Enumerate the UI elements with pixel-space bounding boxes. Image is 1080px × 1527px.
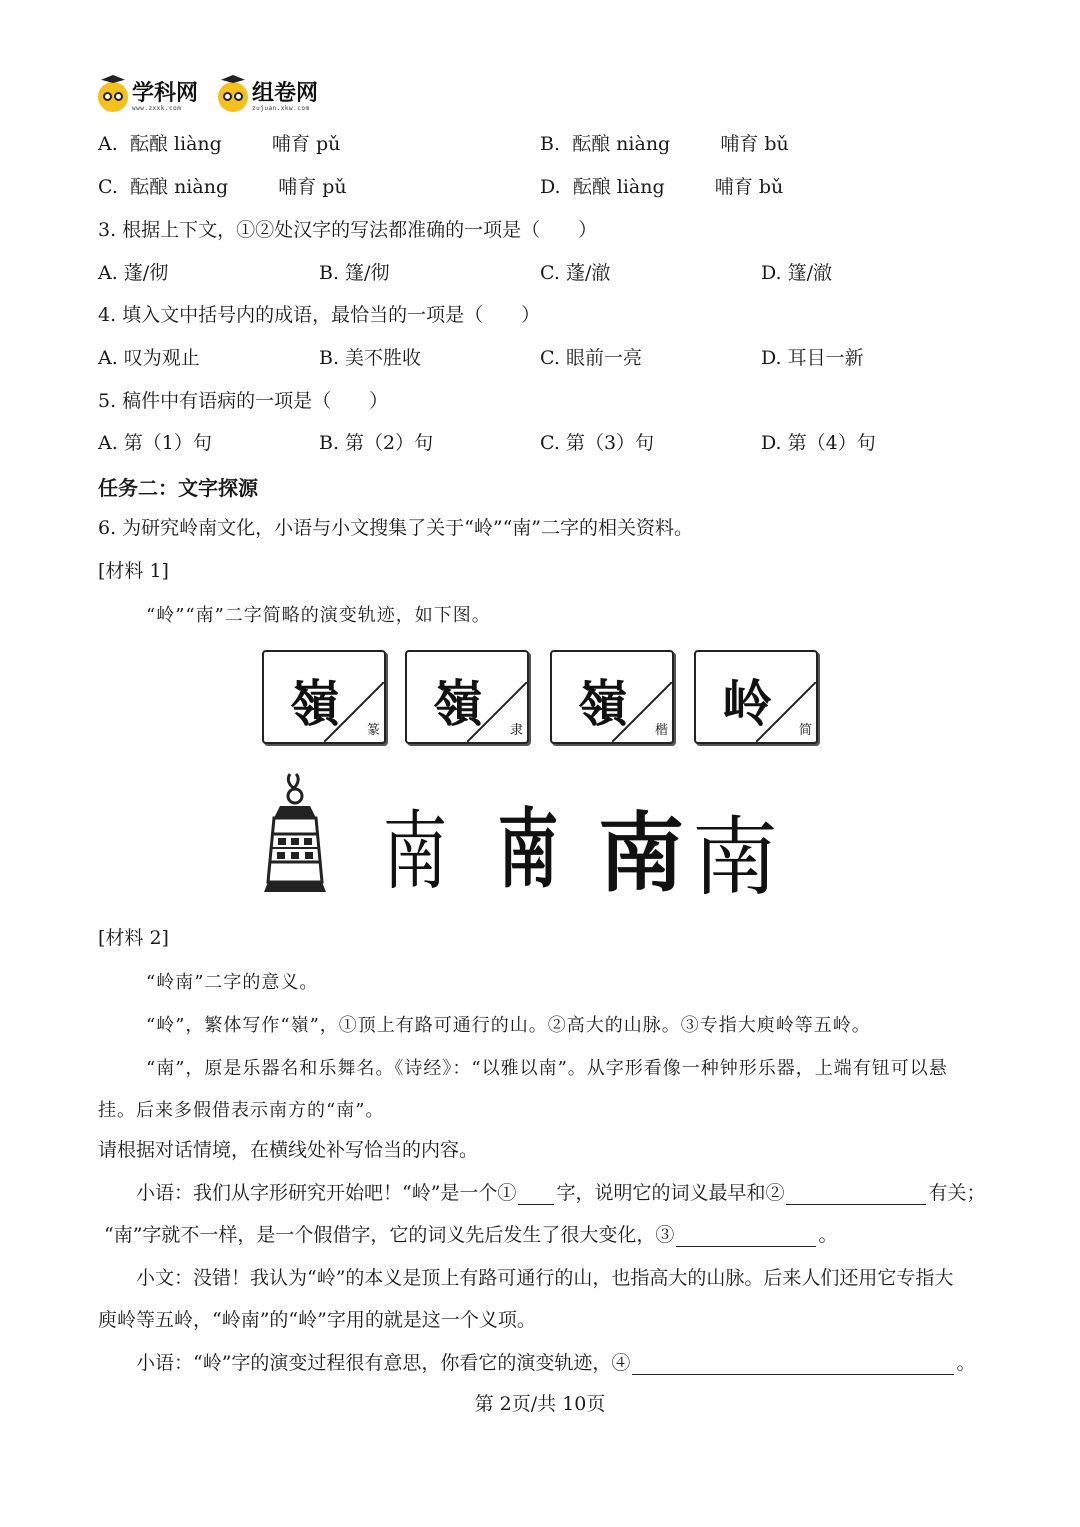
q6-stem: 6. 为研究岭南文化，小语与小文搜集了关于“岭”“南”二字的相关资料。	[98, 517, 694, 539]
material2-ling-meaning: “岭”，繁体写作“嶺”，①顶上有路可通行的山。②高大的山脉。③专指大庾岭等五岭。	[146, 1015, 871, 1036]
material2-label: [材料 2]	[98, 927, 169, 949]
script-style-label: 篆	[366, 723, 380, 738]
answer-blank-2[interactable]	[786, 1184, 926, 1205]
q3-option-b: B. 篷/彻	[319, 262, 390, 284]
answer-blank-4[interactable]	[632, 1354, 954, 1375]
ling-glyph: 嶺	[433, 675, 483, 733]
answer-blank-3[interactable]	[676, 1226, 816, 1247]
script-style-label: 隶	[509, 723, 523, 738]
q3-option-a: A. 蓬/彻	[98, 262, 169, 284]
q2-option-b: B. 酝酿 niàng 哺育 bǔ	[540, 133, 789, 155]
logo-zujuan-name: 组卷网	[252, 80, 319, 106]
q5-stem: 5. 稿件中有语病的一项是（ ）	[98, 390, 389, 412]
q5-option-c: C. 第（3）句	[540, 432, 655, 454]
nan-glyph-4: 南	[692, 808, 778, 908]
q4-option-d: D. 耳目一新	[761, 347, 864, 369]
script-style-label: 简	[798, 723, 812, 738]
owl-logo-icon	[218, 82, 248, 112]
q5-option-d: D. 第（4）句	[761, 432, 876, 454]
q4-option-a: A. 叹为观止	[98, 347, 200, 369]
dialogue-line-3b: 庾岭等五岭，“岭南”的“岭”字用的就是这一个义项。	[98, 1309, 536, 1331]
script-style-label: 楷	[654, 723, 668, 738]
logo-zxxk-name: 学科网	[132, 80, 199, 106]
section-heading-task2: 任务二：文字探源	[98, 476, 258, 500]
q3-stem: 3. 根据上下文，①②处汉字的写法都准确的一项是（ ）	[98, 219, 598, 241]
q4-stem: 4. 填入文中括号内的成语，最恰当的一项是（ ）	[98, 304, 541, 326]
answer-blank-1[interactable]	[518, 1184, 554, 1205]
q5-option-b: B. 第（2）句	[319, 432, 434, 454]
page-footer: 第 2页/共 10页	[474, 1393, 606, 1415]
material2-nan-meaning-2: 挂。后来多假借表示南方的“南”。	[98, 1100, 385, 1121]
ling-glyph: 岭	[722, 675, 772, 733]
ling-seal-box	[262, 650, 386, 744]
logo-zujuan	[218, 82, 318, 112]
ling-clerical-box	[405, 650, 529, 744]
ling-glyph: 嶺	[578, 675, 628, 733]
material1-label: [材料 1]	[98, 560, 169, 582]
q3-option-d: D. 篷/澈	[761, 262, 833, 284]
q4-option-b: B. 美不胜收	[319, 347, 422, 369]
logo-zujuan-url: zujuan.xkw.com	[252, 104, 310, 112]
nan-glyph-3: 南	[598, 804, 684, 904]
dialogue-line-4: 小语：“岭”字的演变过程很有意思，你看它的演变轨迹，④ 。	[136, 1352, 976, 1374]
q3-option-c: C. 蓬/澈	[540, 262, 611, 284]
material2-nan-meaning-1: “南”，原是乐器名和乐舞名。《诗经》：“以雅以南”。从字形看像一种钟形乐器，上端有钮可以悬	[146, 1058, 948, 1079]
q2-option-c: C. 酝酿 niàng 哺育 pǔ	[98, 176, 347, 198]
q5-option-a: A. 第（1）句	[98, 432, 212, 454]
q2-option-a: A. 酝酿 liàng 哺育 pǔ	[98, 133, 341, 155]
ling-glyph: 嶺	[290, 675, 340, 733]
dialogue-line-1: 小语：我们从字形研究开始吧！“岭”是一个① 字，说明它的词义最早和② 有关；	[136, 1182, 986, 1204]
owl-logo-icon	[98, 82, 128, 112]
nan-glyph-1: 南	[382, 802, 448, 902]
q6-instruction: 请根据对话情境，在横线处补写恰当的内容。	[98, 1139, 479, 1161]
dialogue-line-3a: 小文：没错！我认为“岭”的本义是顶上有路可通行的山，也指高大的山脉。后来人们还用它专指大	[136, 1267, 954, 1289]
bell-instrument-icon	[260, 770, 330, 900]
dialogue-line-2: “南”字就不一样，是一个假借字，它的词义先后发生了很大变化，③ 。	[104, 1224, 838, 1246]
q4-option-c: C. 眼前一亮	[540, 347, 642, 369]
logo-zxxk-url: www.zxxk.com	[132, 104, 182, 112]
nan-glyph-2: 南	[497, 800, 559, 900]
material2-title: “岭南”二字的意义。	[146, 972, 319, 993]
ling-regular-box	[550, 650, 674, 744]
logo-zxxk	[98, 82, 198, 112]
ling-simplified-box	[694, 650, 818, 744]
material1-text: “岭”“南”二字简略的演变轨迹，如下图。	[146, 605, 491, 626]
q2-option-d: D. 酝酿 liàng 哺育 bǔ	[540, 176, 784, 198]
